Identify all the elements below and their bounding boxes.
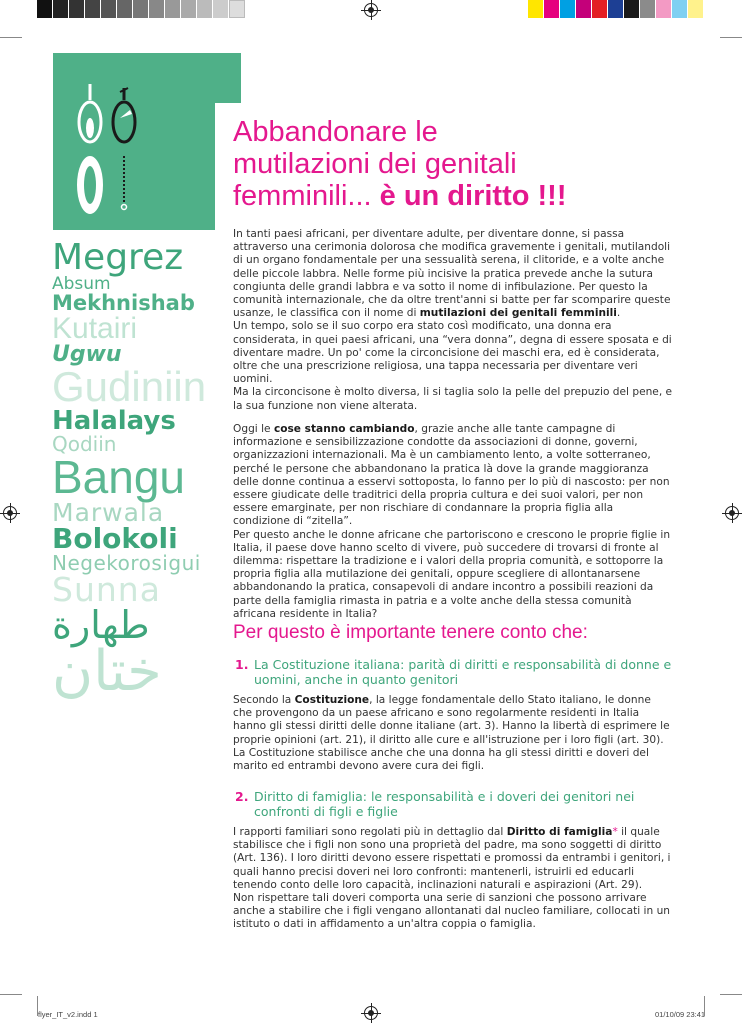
text: . — [616, 307, 621, 320]
section1-text — [233, 694, 673, 773]
text: , grazie anche alle tante campagne di informazione e sensibilizzazione condotte da associazioni di donne, governi, organizzazioni internazionali. Ma è un cambiamento lento, a volte sotterraneo, perché le persone che abbandonano la pratica là dove la grande maggioranza delle donne continua a esservi sottoposta, lo fanno per lo più di nascosto: per non essere giudicate delle traditrici della propria cultura e dei suoi valori, per non essere emarginate, per non rischiare di condannare la propria figlia alla condizione di “zitella”. — [233, 423, 670, 528]
bold-term: Costituzione — [294, 694, 370, 706]
section-heading-1 — [235, 657, 675, 687]
text: , la legge fondamentale dello Stato italiano, le donne che provengono da un paese africano e sono regolarmente residenti in Italia hanno gli stessi diritti delle donne italiane (art. 3). Hanno la libertà di esprimere le proprie opinioni (art. 21), il diritto alle cure e all'istruzione per i loro figli (art. 30). — [233, 694, 670, 746]
registration-mark-icon — [364, 3, 378, 17]
bold-term: mutilazioni dei genitali femminili — [419, 307, 617, 320]
cut-genital-symbol-icon — [113, 88, 135, 142]
crop-mark — [720, 994, 742, 995]
section1-paragraph: La Costituzione stabilisce anche che una donna ha gli stessi diritti e doveri del marito ed entrambi devono avere cura dei figli. — [233, 746, 649, 773]
change-paragraph: Per questo anche le donne africane che partoriscono e crescono le proprie figlie in Italia, il paese dove hanno scelto di vivere, può succedere di trovarsi di fronte al dilemma: rispettare la tradizione e i valori della propria comunità, e sottoporre la propria figlia alla mutilazione dei genitali, oppure scegliere di allontanarsene abbandonando la pratica, consapevoli di andare incontro a possibili reazioni da parte della famiglia rimasta in patria e a volte anche della stessa comunità africana residente in Italia? — [233, 528, 671, 620]
date-slug: 01/10/09 23:41 — [655, 1010, 706, 1019]
sutured-symbol-icon — [122, 156, 127, 210]
term-sunna: Sunna — [52, 570, 161, 609]
section-heading-text: Diritto di famiglia: le responsabilità e i doveri dei genitori nei confronti di figli e figlie — [254, 789, 635, 819]
term-gudiniin: Gudiniin — [52, 363, 207, 410]
footnote-marker: * — [612, 826, 618, 838]
bold-term: cose stanno cambiando — [273, 423, 415, 435]
term-negekorosigui: Negekorosigui — [52, 551, 201, 575]
section2-paragraph — [233, 826, 673, 892]
section2-paragraph: Non rispettare tali doveri comporta una serie di sanzioni che possono arrivare anche a stabilire che i figli vengano allontanati dal nucleo familiare, collocati in un istituto o dati in affidamento a un'altra coppia o famiglia. — [233, 892, 671, 931]
text: Oggi le — [233, 423, 274, 435]
crop-mark — [0, 37, 22, 38]
crop-mark — [0, 994, 22, 995]
intro-paragraph: Un tempo, solo se il suo corpo era stato così modificato, una donna era considerata, in quei paesi africani, una “vera donna”, degna di essere sposata e di diventare madre. Un po' come la circoncisione dei maschi era, ed è considerata, oltre che una prescrizione religiosa, una tappa necessaria per diventare veri uomini. — [233, 320, 672, 386]
change-text — [233, 423, 673, 621]
term-khitan-arabic: ختان — [52, 639, 162, 704]
file-slug: flyer_IT_v2.indd 1 — [38, 1010, 98, 1019]
term-marwala: Marwala — [52, 498, 165, 527]
section-heading-2 — [235, 789, 675, 819]
term-tahara-arabic: طهارة — [52, 603, 150, 647]
term-mekhnishab: Mekhnishab — [52, 291, 195, 315]
bold-term: Diritto di famiglia — [506, 826, 613, 838]
intro-paragraph: Ma la circoncisone è molto diversa, li si taglia solo la pelle del prepuzio del pene, e la sua funzione non viene alterata. — [233, 386, 673, 412]
section-number: 2. — [235, 789, 249, 804]
section-subtitle: Per questo è importante tenere conto che: — [233, 622, 588, 643]
text: I rapporti familiari sono regolati più in dettaglio dal — [233, 826, 507, 838]
grayscale-color-bar — [37, 0, 245, 18]
section2-text — [233, 826, 673, 932]
text: In tanti paesi africani, per diventare adulte, per diventare donne, si passa attraverso una cerimonia dolorosa che modifica gravemente i genitali, mutilandoli di un organo fondamentale per una sessualità serena, il clitoride, e a volte anche delle piccole labbra. Nelle forme più incisive la pratica prevede anche la sutura congiunta delle grandi labbra e va sotto il nome di infibulazione. Per questo la comunità internazionale, che da oltre trent'anni si batte per far scomparire queste usanze, le classifica con il nome di — [233, 228, 671, 320]
term-ugwu: Ugwu — [52, 342, 122, 367]
registration-mark-icon — [3, 506, 17, 520]
change-paragraph — [233, 423, 673, 529]
text: il quale stabilisce che i figli non sono una proprietà del padre, ma sono soggetti di diritto (Art. 136). I loro diritti devono essere rispettati e promossi da entrambi i genitori, i quali hanno precisi doveri nei loro confronti: mantenerli, istruirli ed educarli tenendo conto delle loro capacità, inclinazioni naturali e aspirazioni (Art. 29). — [233, 826, 671, 891]
term-kutairi: Kutairi — [52, 312, 138, 345]
term-bangu: Bangu — [52, 451, 186, 503]
term-bolokoli: Bolokoli — [52, 522, 178, 555]
cmyk-color-bar — [528, 0, 704, 18]
title-emphasis: è un diritto !!! — [379, 180, 567, 212]
term-megrez: Megrez — [52, 237, 184, 278]
text: Secondo la — [233, 694, 295, 706]
intro-text — [233, 228, 673, 413]
registration-mark-icon — [364, 1006, 378, 1020]
section1-paragraph — [233, 694, 673, 747]
genital-symbols-icon — [72, 80, 152, 220]
female-genital-symbol-icon — [79, 84, 101, 142]
page-title — [233, 116, 703, 212]
crop-mark — [720, 37, 742, 38]
title-line — [233, 180, 703, 212]
term-absum: Absum — [52, 274, 111, 294]
title-line: mutilazioni dei genitali — [233, 148, 517, 180]
registration-mark-icon — [725, 506, 739, 520]
term-halalays: Halalays — [52, 406, 176, 436]
intro-paragraph — [233, 228, 673, 320]
fgm-terms-list — [52, 237, 227, 704]
title-text: femminili... — [233, 180, 380, 212]
infibulation-symbol-icon — [77, 156, 103, 214]
section-number: 1. — [235, 657, 249, 672]
section-heading-text: La Costituzione italiana: parità di diritti e responsabilità di donne e uomini, anche in quanto genitori — [254, 657, 672, 687]
title-line: Abbandonare le — [233, 116, 438, 148]
term-qodiin: Qodiin — [52, 432, 117, 456]
